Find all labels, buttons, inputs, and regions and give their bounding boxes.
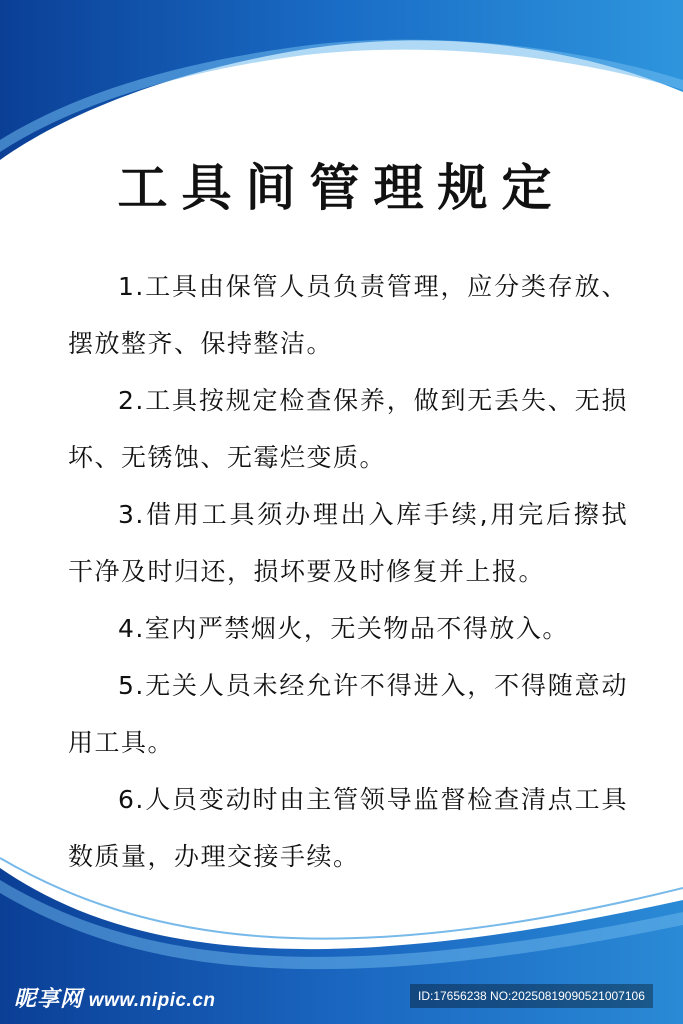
rule-item: 4.室内严禁烟火，无关物品不得放入。: [118, 614, 569, 643]
rule-item: 5.无关人员未经允许不得进入，不得随意动用工具。: [68, 671, 628, 757]
page-title: 工具间管理规定: [117, 159, 566, 217]
rules-list: [68, 258, 628, 885]
rule-item: 2.工具按规定检查保养，做到无丢失、无损坏、无锈蚀、无霉烂变质。: [68, 386, 628, 472]
top-wave: [0, 0, 683, 160]
rule-item: 3.借用工具须办理出入库手续,用完后擦拭干净及时归还，损坏要及时修复并上报。: [68, 500, 628, 586]
watermark-brand: 昵享网: [14, 986, 84, 1011]
watermark-logo: [14, 982, 216, 1013]
rule-item: 6.人员变动时由主管领导监督检查清点工具数质量，办理交接手续。: [68, 785, 628, 871]
rule-item: 1.工具由保管人员负责管理，应分类存放、摆放整齐、保持整洁。: [68, 272, 628, 358]
watermark-url: www.nipic.cn: [88, 990, 216, 1011]
image-id-label: ID:17656238 NO:20250819090521007106: [410, 984, 653, 1008]
